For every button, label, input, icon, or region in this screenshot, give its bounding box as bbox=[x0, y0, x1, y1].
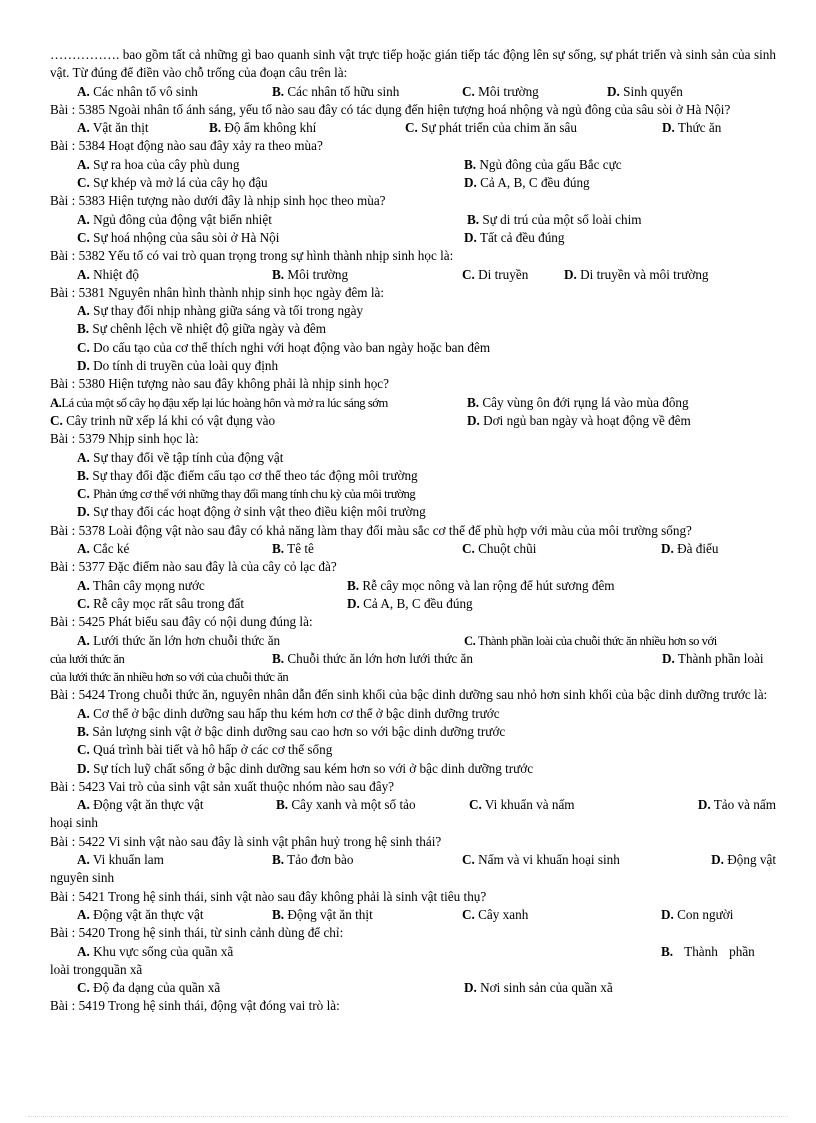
options-row bbox=[50, 394, 776, 412]
options-row bbox=[50, 632, 776, 650]
option-a: A. Vật ăn thịt bbox=[77, 120, 149, 136]
question-stem: Bài : 5424 Trong chuỗi thức ăn, nguyên nhân dẫn đến sinh khối của bậc dinh dưỡng sau nhỏ hơn sinh khối của bậc dinh dưỡng trước là: bbox=[50, 687, 768, 703]
option-b: B. Tảo đơn bào bbox=[272, 852, 354, 868]
option-b: B. Rễ cây mọc nông và lan rộng để hút sương đêm bbox=[347, 577, 615, 593]
question-stem: ……………. bao gồm tất cả những gì bao quanh sinh vật trực tiếp hoặc gián tiếp tác động lên sự sống, sự phát triển và sinh sản của sinh vật. Từ đúng để điền vào chỗ trống của đoạn câu trên là: bbox=[50, 47, 776, 81]
options-row bbox=[50, 174, 776, 192]
option-d: D. Tảo và nấm bbox=[697, 797, 776, 813]
options-row bbox=[50, 943, 776, 961]
option-b: B. Chuỗi thức ăn lớn hơn lưới thức ăn bbox=[272, 650, 473, 666]
options-row bbox=[50, 119, 776, 137]
option-d: D. Thức ăn bbox=[662, 120, 722, 136]
option-c: C. Sự phát triển của chim ăn sâu bbox=[405, 120, 577, 136]
option-c: C. Sự khép và mở lá của cây họ đậu bbox=[77, 175, 268, 191]
option-a: A. Sự thay đổi nhịp nhàng giữa sáng và tối trong ngày bbox=[77, 303, 364, 319]
option-a: A. Sự ra hoa của cây phù dung bbox=[77, 156, 240, 172]
options-row bbox=[50, 156, 776, 174]
question-stem: Bài : 5379 Nhịp sinh học là: bbox=[50, 431, 199, 447]
options-row bbox=[50, 412, 776, 430]
question-stem: Bài : 5377 Đặc điểm nào sau đây là của cây cỏ lạc đà? bbox=[50, 559, 337, 575]
option-a: A. Động vật ăn thực vật bbox=[77, 906, 204, 922]
option-a: A. Các nhân tố vô sinh bbox=[77, 83, 198, 99]
option-d-cont: hoại sinh bbox=[50, 815, 98, 831]
option-b: B. Cây xanh và một số tảo bbox=[276, 797, 416, 813]
page-border-line bbox=[28, 1116, 788, 1117]
option-d: D. Tất cả đều đúng bbox=[464, 229, 565, 245]
option-b: B. Cây vùng ôn đới rụng lá vào mùa đông bbox=[467, 394, 689, 410]
option-a: A. Động vật ăn thực vật bbox=[77, 797, 204, 813]
option-a: A. Cơ thể ở bậc dinh dưỡng sau hấp thu kém hơn cơ thể ở bậc dinh dưỡng trước bbox=[77, 705, 500, 721]
option-b: B. Sự chênh lệch về nhiệt độ giữa ngày và đêm bbox=[77, 321, 327, 337]
question-stem: Bài : 5381 Nguyên nhân hình thành nhịp sinh học ngày đêm là: bbox=[50, 284, 385, 300]
question-stem: Bài : 5382 Yếu tố có vai trò quan trọng trong sự hình thành nhịp sinh học là: bbox=[50, 248, 454, 264]
question-stem: Bài : 5422 Vi sinh vật nào sau đây là sinh vật phân huỷ trong hệ sinh thái? bbox=[50, 833, 442, 849]
options-row bbox=[50, 796, 776, 814]
option-b: B. Sự di trú của một số loài chim bbox=[467, 211, 642, 227]
option-c: C. Quá trình bài tiết và hô hấp ở các cơ thể sống bbox=[77, 742, 333, 758]
options-row bbox=[50, 229, 776, 247]
options-row bbox=[50, 979, 776, 997]
options-row bbox=[50, 650, 776, 668]
option-b-cont: loài trongquần xã bbox=[50, 961, 143, 977]
option-d: D. Sự tích luỹ chất sống ở bậc dinh dưỡng sau kém hơn so với ở bậc dinh dưỡng trước bbox=[77, 760, 534, 776]
option-d: D. Do tính di truyền của loài quy định bbox=[77, 358, 279, 374]
option-d: D. Nơi sinh sản của quần xã bbox=[464, 980, 613, 996]
options-row bbox=[50, 595, 776, 613]
option-d-cont: của lưới thức ăn nhiều hơn so với của chuỗi thức ăn bbox=[50, 670, 289, 685]
option-c: C. Phản ứng cơ thể với những thay đổi mang tính chu kỳ của môi trường bbox=[77, 486, 416, 502]
option-b: B. Động vật ăn thịt bbox=[272, 906, 373, 922]
option-c: C. Do cấu tạo của cơ thể thích nghi với hoạt động vào ban ngày hoặc ban đêm bbox=[77, 339, 491, 355]
question-stem: Bài : 5384 Hoạt động nào sau đây xảy ra theo mùa? bbox=[50, 138, 323, 154]
option-b: B. Các nhân tố hữu sinh bbox=[272, 83, 400, 99]
option-b: B. Tê tê bbox=[272, 541, 314, 557]
option-d: D. Đà điểu bbox=[661, 541, 719, 557]
options-row bbox=[50, 577, 776, 595]
option-d: D. Cả A, B, C đều đúng bbox=[347, 595, 473, 611]
option-c-cont: của lưới thức ăn bbox=[50, 651, 125, 666]
option-d: D. Dơi ngủ ban ngày và hoạt động về đêm bbox=[467, 412, 691, 428]
option-c: C. Môi trường bbox=[462, 83, 539, 99]
option-d: D. Sinh quyển bbox=[607, 83, 683, 99]
exam-page bbox=[50, 46, 776, 1016]
option-c: C. Vi khuẩn và nấm bbox=[469, 797, 575, 813]
option-c: C. Thành phần loài của chuỗi thức ăn nhiều hơn so với bbox=[464, 633, 717, 648]
option-c: C. Độ đa dạng của quần xã bbox=[77, 980, 221, 996]
option-d-cont: nguyên sinh bbox=[50, 870, 115, 886]
option-a: A. Cắc ké bbox=[77, 541, 130, 557]
option-a: A. Ngủ đông của động vật biến nhiệt bbox=[77, 211, 272, 227]
option-a: A. Nhiệt độ bbox=[77, 266, 139, 282]
option-d: D. Động vật bbox=[711, 852, 776, 868]
options-row bbox=[50, 906, 776, 924]
option-b: B. Sự thay đổi đặc điểm cấu tạo cơ thể theo tác động môi trường bbox=[77, 467, 418, 483]
option-c: C. Cây trinh nữ xếp lá khi có vật đụng vào bbox=[50, 412, 276, 428]
option-c: C. Sự hoá nhộng của sâu sòi ở Hà Nội bbox=[77, 229, 280, 245]
options-row bbox=[50, 266, 776, 284]
question-stem: Bài : 5383 Hiện tượng nào dưới đây là nhịp sinh học theo mùa? bbox=[50, 193, 386, 209]
option-d: D. Sự thay đổi các hoạt động ở sinh vật theo điều kiện môi trường bbox=[77, 504, 426, 520]
question-stem: Bài : 5378 Loài động vật nào sau đây có khả năng làm thay đổi màu sắc cơ thể để phù hợp với màu của môi trường sống? bbox=[50, 522, 692, 538]
option-b: B. Thành phần bbox=[661, 943, 755, 959]
option-c: C. Nấm và vi khuẩn hoại sinh bbox=[462, 852, 620, 868]
options-row bbox=[50, 211, 776, 229]
option-a: A. Vi khuẩn lam bbox=[77, 852, 164, 868]
option-d: D. Di truyền và môi trường bbox=[564, 266, 709, 282]
options-row bbox=[50, 83, 776, 101]
option-b: B. Môi trường bbox=[272, 266, 349, 282]
option-c: C. Rễ cây mọc rất sâu trong đất bbox=[77, 595, 244, 611]
option-d: D. Cả A, B, C đều đúng bbox=[464, 175, 590, 191]
option-c: C. Chuột chũi bbox=[462, 541, 537, 557]
question-stem: Bài : 5419 Trong hệ sinh thái, động vật đóng vai trò là: bbox=[50, 998, 340, 1014]
option-c: C. Di truyền bbox=[462, 266, 529, 282]
option-c: C. Cây xanh bbox=[462, 906, 529, 922]
question-stem: Bài : 5423 Vai trò của sinh vật sản xuất thuộc nhóm nào sau đây? bbox=[50, 778, 395, 794]
question-stem: Bài : 5421 Trong hệ sinh thái, sinh vật nào sau đây không phải là sinh vật tiêu thụ? bbox=[50, 888, 487, 904]
question-stem: Bài : 5380 Hiện tượng nào sau đây không phải là nhịp sinh học? bbox=[50, 376, 389, 392]
option-a: A. Lưới thức ăn lớn hơn chuỗi thức ăn bbox=[77, 632, 281, 648]
question-stem: Bài : 5385 Ngoài nhân tố ánh sáng, yếu tố nào sau đây có tác dụng đến hiện tượng hoá nhộng và ngủ đông của sâu sòi ở Hà Nội? bbox=[50, 101, 731, 117]
option-d: D. Con người bbox=[661, 906, 734, 922]
option-a: A. Thân cây mọng nước bbox=[77, 577, 205, 593]
option-b: B. Sản lượng sinh vật ở bậc dinh dưỡng sau cao hơn so với bậc dinh dưỡng trước bbox=[77, 723, 506, 739]
option-a: A. Khu vực sống của quần xã bbox=[77, 943, 234, 959]
question-stem: Bài : 5420 Trong hệ sinh thái, từ sinh cảnh dùng để chỉ: bbox=[50, 925, 344, 941]
options-row bbox=[50, 851, 776, 869]
question-stem: Bài : 5425 Phát biểu sau đây có nội dung đúng là: bbox=[50, 614, 313, 630]
option-a: A.Lá của một số cây họ đậu xếp lại lúc hoàng hôn và mở ra lúc sáng sớm bbox=[50, 395, 388, 410]
option-d: D. Thành phần loài bbox=[662, 650, 764, 666]
options-row bbox=[50, 540, 776, 558]
option-a: A. Sự thay đổi về tập tính của động vật bbox=[77, 449, 284, 465]
option-b: B. Ngủ đông của gấu Bắc cực bbox=[464, 156, 622, 172]
option-b: B. Độ ẩm không khí bbox=[209, 120, 317, 136]
